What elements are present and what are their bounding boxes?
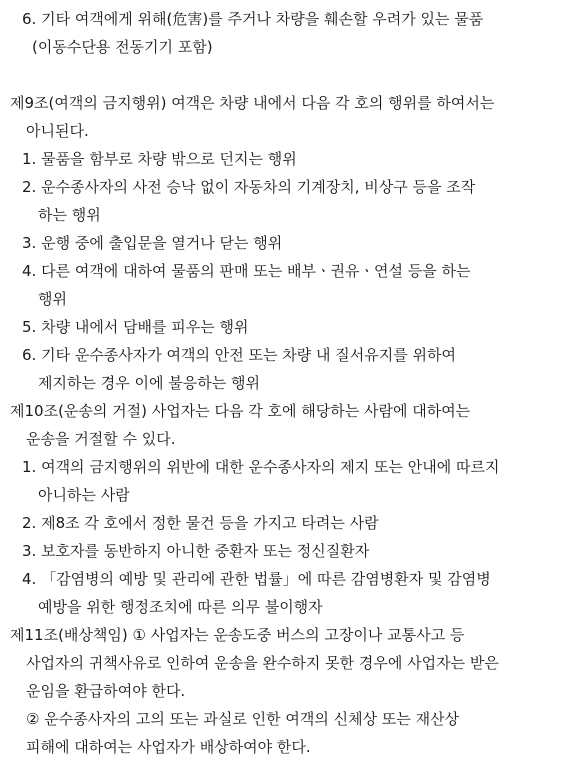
article-9-item-3: 3. 운행 중에 출입문을 열거나 닫는 행위 [22,234,283,252]
article-9-heading: 제9조(여객의 금지행위) 여객은 차량 내에서 다음 각 호의 행위를 하여서는 [10,94,495,112]
article-10-item-1-cont: 아니하는 사람 [38,486,130,504]
article-9-item-1: 1. 물품을 함부로 차량 밖으로 던지는 행위 [22,150,297,168]
article-11-para-1-line-3: 운임을 환급하여야 한다. [26,682,186,700]
article-10-item-1: 1. 여객의 금지행위의 위반에 대한 운수종사자의 제지 또는 안내에 따르지 [22,458,500,476]
article-10-item-4: 4. 「감염병의 예방 및 관리에 관한 법률」에 따른 감염병환자 및 감염병 [22,570,491,588]
article-9-item-6-cont: 제지하는 경우 이에 불응하는 행위 [38,374,260,392]
article-11-heading: 제11조(배상책임) ① 사업자는 운송도중 버스의 고장이나 교통사고 등 [10,626,465,644]
article-10-item-3: 3. 보호자를 동반하지 아니한 중환자 또는 정신질환자 [22,542,370,560]
article-9-item-2-cont: 하는 행위 [38,206,101,224]
article-10-item-2: 2. 제8조 각 호에서 정한 물건 등을 가지고 타려는 사람 [22,514,379,532]
article-9-item-4-cont: 행위 [38,290,67,308]
article-10-item-4-cont: 예방을 위한 행정조치에 따른 의무 불이행자 [38,598,323,616]
article-10-heading: 제10조(운송의 거절) 사업자는 다음 각 호에 해당하는 사람에 대하여는 [10,402,471,420]
article-10-heading-cont: 운송을 거절할 수 있다. [26,430,176,448]
article-9-heading-cont: 아니된다. [26,122,89,140]
article-9-item-2: 2. 운수종사자의 사전 승낙 없이 자동차의 기계장치, 비상구 등을 조작 [22,178,476,196]
item-6-line-1: 6. 기타 여객에게 위해(危害)를 주거나 차량을 훼손할 우려가 있는 물품 [22,10,484,28]
article-9-item-4: 4. 다른 여객에 대하여 물품의 판매 또는 배부ㆍ권유ㆍ연설 등을 하는 [22,262,471,280]
article-9-item-6: 6. 기타 운수종사자가 여객의 안전 또는 차량 내 질서유지를 위하여 [22,346,456,364]
article-9-item-5: 5. 차량 내에서 담배를 피우는 행위 [22,318,249,336]
article-11-para-2-line-2: 피해에 대하여는 사업자가 배상하여야 한다. [26,738,311,756]
article-11-para-2-line-1: ② 운수종사자의 고의 또는 과실로 인한 여객의 신체상 또는 재산상 [26,710,460,728]
article-11-para-1-line-2: 사업자의 귀책사유로 인하여 운송을 완수하지 못한 경우에 사업자는 받은 [26,654,499,672]
item-6-line-2: (이동수단용 전동기기 포함) [32,38,213,56]
